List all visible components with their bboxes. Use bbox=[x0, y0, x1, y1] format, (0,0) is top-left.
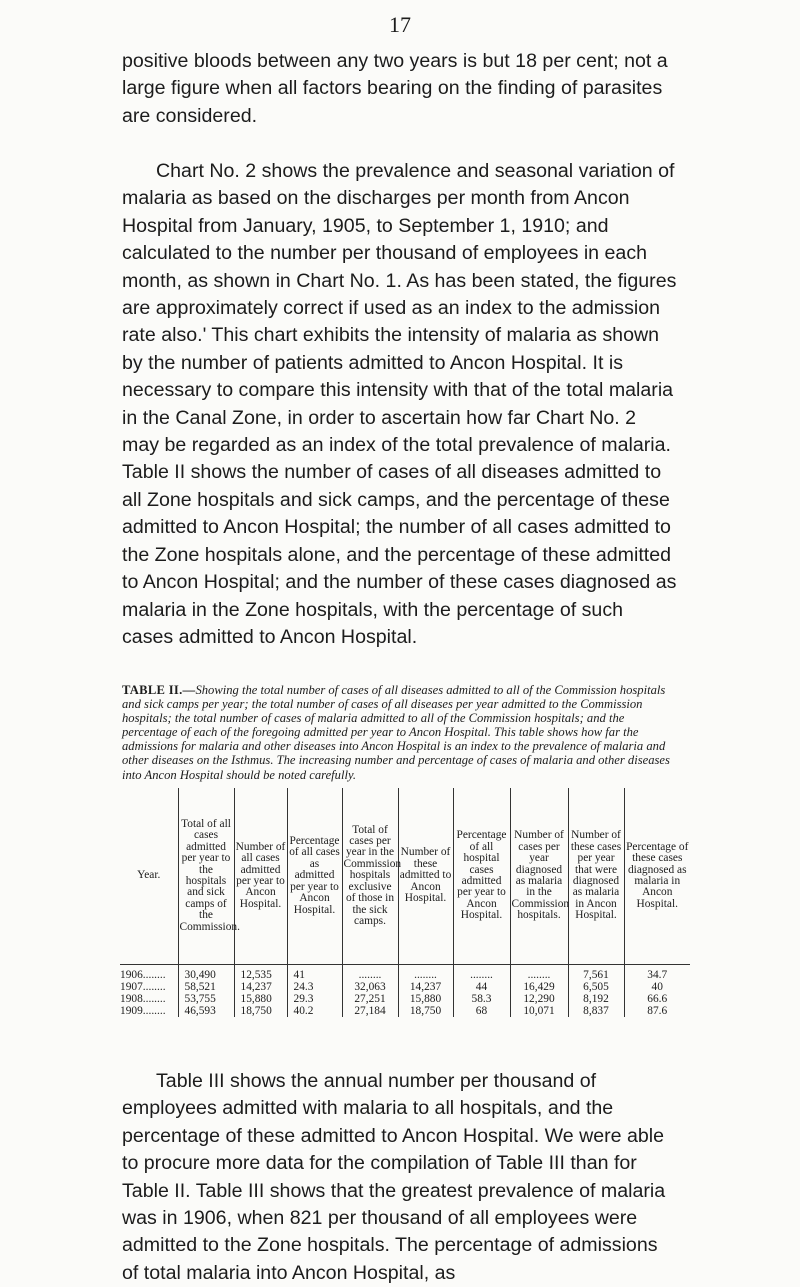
table-row bbox=[120, 993, 690, 1005]
header-total-hospital-cases: Total of cases per year in the Commission hospitals exclusive of those in the sick camps. bbox=[342, 788, 398, 965]
table-caption-lead: TABLE II.— bbox=[122, 683, 196, 697]
table-cell: 58.3 bbox=[453, 993, 510, 1005]
header-malaria-commission: Number of cases per year diagnosed as malaria in the Commission hospitals. bbox=[510, 788, 568, 965]
table-cell: 66.6 bbox=[624, 993, 690, 1005]
table-caption bbox=[122, 683, 682, 782]
header-number-these-ancon: Number of these admitted to Ancon Hospital. bbox=[398, 788, 453, 965]
table-row bbox=[120, 965, 690, 982]
data-table bbox=[120, 788, 690, 1017]
table-cell: ........ bbox=[342, 965, 398, 982]
table-cell: 41 bbox=[287, 965, 342, 982]
table-row bbox=[120, 1005, 690, 1017]
table-ii bbox=[120, 788, 690, 1017]
table-cell: 15,880 bbox=[234, 993, 287, 1005]
table-cell: 18,750 bbox=[398, 1005, 453, 1017]
cell-year: 1906........ bbox=[120, 969, 166, 981]
paragraph-1: positive bloods between any two years is but 18 per cent; not a large figure when all factors bearing on the finding of parasites are considered. bbox=[122, 50, 668, 127]
header-number-all-cases-ancon: Number of all cases admitted per year to Ancon Hospital. bbox=[234, 788, 287, 965]
table-cell: 18,750 bbox=[234, 1005, 287, 1017]
cell-year: 1909........ bbox=[120, 1005, 166, 1017]
header-percentage-hospital-cases: Percentage of all hospital cases admitted per year to Ancon Hospital. bbox=[453, 788, 510, 965]
paragraph-table-iii bbox=[122, 1068, 678, 1287]
table-cell: 14,237 bbox=[234, 981, 287, 993]
table-cell: 8,192 bbox=[568, 993, 624, 1005]
table-cell: ........ bbox=[453, 965, 510, 982]
page-number: 17 bbox=[389, 12, 411, 37]
table-cell: ........ bbox=[398, 965, 453, 982]
table-cell: 24.3 bbox=[287, 981, 342, 993]
table-cell: 30,490 bbox=[178, 965, 234, 982]
paragraph-2: Chart No. 2 shows the prevalence and seasonal variation of malaria as based on the discharges per month from Ancon Hospital from January, 1905, to September 1, 1910; and calculated to the number per thousand of employees in each month, as shown in Chart No. 1. As has been stated, the figures are approximately correct if used as an index to the admission rate also.' This chart exhibits the intensity of malaria as shown by the number of patients admitted to Ancon Hospital. It is necessary to compare this intensity with that of the total malaria in the Canal Zone, in order to ascertain how far Chart No. 2 may be regarded as an index of the total prevalence of malaria. Table II shows the number of cases of all diseases admitted to all Zone hospitals and sick camps, and the percentage of these admitted to Ancon Hospital; the number of all cases admitted to the Zone hospitals alone, and the percentage of these admitted to Ancon Hospital; and the number of these cases diagnosed as malaria in the Zone hospitals, with the percentage of such cases admitted to Ancon Hospital. bbox=[122, 160, 677, 648]
table-cell: 58,521 bbox=[178, 981, 234, 993]
header-year: Year. bbox=[120, 788, 178, 965]
paragraph-3: Table III shows the annual number per thousand of employees admitted with malaria to all hospitals, and the percentage of these admitted to Ancon Hospital. We were able to procure more data for the compilation of Table III than for Table II. Table III shows that the greatest prevalence of malaria was in 1906, when 821 per thousand of all employees were admitted to the Zone hospitals. The percentage of admissions of total malaria into Ancon Hospital, as bbox=[122, 1070, 666, 1284]
table-cell: 12,290 bbox=[510, 993, 568, 1005]
table-cell: 53,755 bbox=[178, 993, 234, 1005]
table-cell: 16,429 bbox=[510, 981, 568, 993]
paragraph-continuation bbox=[122, 48, 678, 130]
table-cell: 44 bbox=[453, 981, 510, 993]
paragraph-chart-discussion bbox=[122, 158, 678, 651]
table-cell: 40 bbox=[624, 981, 690, 993]
header-percentage-all-cases: Percentage of all cases as admitted per year to Ancon Hospital. bbox=[287, 788, 342, 965]
table-cell: 32,063 bbox=[342, 981, 398, 993]
table-cell: 12,535 bbox=[234, 965, 287, 982]
table-cell: 40.2 bbox=[287, 1005, 342, 1017]
table-cell: 87.6 bbox=[624, 1005, 690, 1017]
header-percentage-malaria: Percentage of these cases diagnosed as malaria in Ancon Hospital. bbox=[624, 788, 690, 965]
table-cell: 29.3 bbox=[287, 993, 342, 1005]
cell-year: 1907........ bbox=[120, 981, 166, 993]
table-cell: 34.7 bbox=[624, 965, 690, 982]
table-cell: 27,251 bbox=[342, 993, 398, 1005]
table-cell: 8,837 bbox=[568, 1005, 624, 1017]
table-cell: 27,184 bbox=[342, 1005, 398, 1017]
table-cell: 68 bbox=[453, 1005, 510, 1017]
table-cell: 14,237 bbox=[398, 981, 453, 993]
header-malaria-ancon: Number of these cases per year that were diagnosed as malaria in Ancon Hospital. bbox=[568, 788, 624, 965]
cell-year: 1908........ bbox=[120, 993, 166, 1005]
table-cell: 10,071 bbox=[510, 1005, 568, 1017]
table-row bbox=[120, 981, 690, 993]
header-total-all-cases: Total of all cases admitted per year to the hospitals and sick camps of the Commission. bbox=[178, 788, 234, 965]
table-caption-text: Showing the total number of cases of all diseases admitted to all of the Commission hospitals and sick camps per year; the total number of cases of all diseases per year admitted to the Commission hospitals; the total number of cases of malaria admitted to all of the Commission hospitals; and the percentage of each of the foregoing admitted per year to Ancon Hospital. This table shows how far the admissions for malaria and other diseases into Ancon Hospital is an index to the prevalence of malaria and other diseases on the Isthmus. The increasing number and percentage of cases of malaria and other diseases into Ancon Hospital should be noted carefully. bbox=[122, 683, 670, 782]
table-cell: 7,561 bbox=[568, 965, 624, 982]
table-cell: ........ bbox=[510, 965, 568, 982]
table-cell: 46,593 bbox=[178, 1005, 234, 1017]
table-header-row bbox=[120, 788, 690, 965]
table-cell: 15,880 bbox=[398, 993, 453, 1005]
table-cell: 6,505 bbox=[568, 981, 624, 993]
